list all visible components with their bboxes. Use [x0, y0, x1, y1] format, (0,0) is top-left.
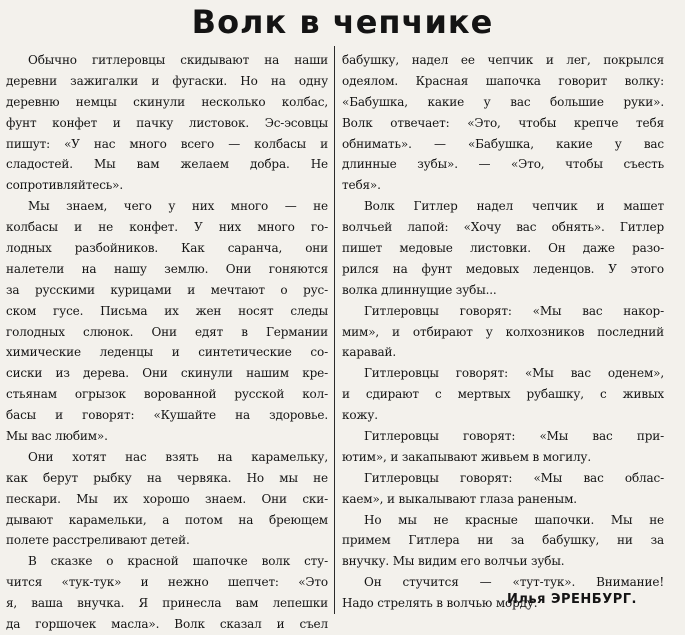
text-line: волка длиннущие зубы... — [342, 282, 497, 297]
text-line: стьянам огрызок ворованной русской кол- — [6, 387, 328, 402]
text-line: деревни зажигалки и фугаски. Но на одну — [6, 73, 328, 88]
text-line: внучку. Мы видим его волчьи зубы. — [342, 554, 565, 569]
text-line: примем Гитлера ни за бабушку, ни за — [342, 533, 664, 548]
text-line: Но мы не красные шапочки. Мы не — [364, 512, 664, 527]
text-line: Гитлеровцы говорят: «Мы вас облас- — [364, 470, 664, 485]
text-line: ском гусе. Письма их жен носят следы — [6, 303, 328, 318]
text-line: чится «тук-тук» и нежно шепчет: «Это — [6, 575, 328, 590]
text-line: обнимать». — «Бабушка, какие у вас — [342, 136, 664, 151]
text-line: да горшочек масла». Волк сказал и съел — [6, 617, 328, 632]
text-line: пишут: «У нас много всего — колбасы и — [6, 136, 328, 151]
left-column — [6, 50, 328, 635]
text-line: полете расстреливают детей. — [6, 533, 190, 548]
text-line: голодных слюнок. Они едят в Германии — [6, 324, 328, 339]
text-line: Надо стрелять в волчью морду. — [342, 596, 538, 611]
text-line: Он стучится — «тут-тук». Внимание! — [364, 575, 664, 590]
text-line: «Бабушка, какие у вас большие руки». — [342, 94, 664, 109]
text-line: налетели на нашу землю. Они гоняются — [6, 261, 328, 276]
text-line: фунт конфет и пачку листовок. Эс-эсовцы — [6, 115, 328, 130]
text-line: В сказке о красной шапочке волк сту- — [28, 554, 328, 569]
text-line: и сдирают с мертвых рубашку, с живых — [342, 387, 664, 402]
text-line: Обычно гитлеровцы скидывают на наши — [28, 53, 328, 67]
text-line: за русскими курицами и мечтают о рус- — [6, 282, 328, 297]
text-line: мим», и отбирают у колхозников последний — [342, 324, 664, 339]
text-line: сладостей. Мы вам желаем добра. Не — [6, 157, 328, 172]
text-line: сопротивляйтесь». — [6, 178, 124, 193]
text-line: деревню немцы скинули несколько колбас, — [6, 94, 328, 109]
text-line: длинные зубы». — «Это, чтобы съесть — [342, 157, 664, 172]
text-line: ютим», и закапывают живьем в могилу. — [342, 449, 592, 464]
text-line: каем», и выкалывают глаза раненым. — [342, 491, 577, 506]
text-line: лодных разбойников. Как саранча, они — [6, 241, 328, 256]
text-line: кожу. — [342, 408, 378, 423]
text-line: волчьей лапой: «Хочу вас обнять». Гитлер — [342, 220, 664, 235]
text-line: Гитлеровцы говорят: «Мы вас накор- — [364, 303, 664, 318]
text-line: пишет медовые листовки. Он даже разо- — [342, 241, 664, 256]
text-line: одеялом. Красная шапочка говорит волку: — [342, 73, 664, 88]
right-column — [342, 50, 664, 614]
article-title: Волк в чепчике — [191, 3, 494, 41]
text-line: сиски из дерева. Они скинули нашим кре- — [6, 366, 328, 381]
text-line: дывают карамельки, а потом на бреющем — [6, 512, 328, 527]
text-line: я, ваша внучка. Я принесла вам лепешки — [6, 596, 328, 611]
text-line: Гитлеровцы говорят: «Мы вас при- — [364, 429, 664, 444]
text-line: Гитлеровцы говорят: «Мы вас оденем», — [364, 366, 664, 381]
text-line: Волк отвечает: «Это, чтобы крепче тебя — [342, 115, 664, 130]
text-line: Волк Гитлер надел чепчик и машет — [364, 199, 664, 214]
text-line: тебя». — [342, 178, 381, 193]
text-line: каравай. — [342, 345, 397, 360]
text-line: басы и говорят: «Кушайте на здоровье. — [6, 408, 328, 423]
text-line: Мы вас любим». — [6, 429, 108, 444]
text-line: как берут рыбку на червяка. Но мы не — [6, 470, 328, 485]
text-line: химические леденцы и синтетические со- — [6, 345, 328, 360]
text-line: Они хотят нас взять на карамельку, — [28, 449, 328, 464]
text-line: колбасы и не конфет. У них много го- — [6, 220, 328, 235]
column-divider — [334, 46, 335, 614]
author-signature: Илья ЭРЕНБУРГ. — [506, 592, 637, 607]
text-line: пескари. Мы их хорошо знаем. Они ски- — [6, 491, 328, 506]
text-line: Мы знаем, чего у них много — не — [28, 199, 328, 214]
text-line: бабушку, надел ее чепчик и лег, покрылся — [342, 53, 664, 67]
text-line: рился на фунт медовых леденцов. У этого — [342, 261, 664, 276]
